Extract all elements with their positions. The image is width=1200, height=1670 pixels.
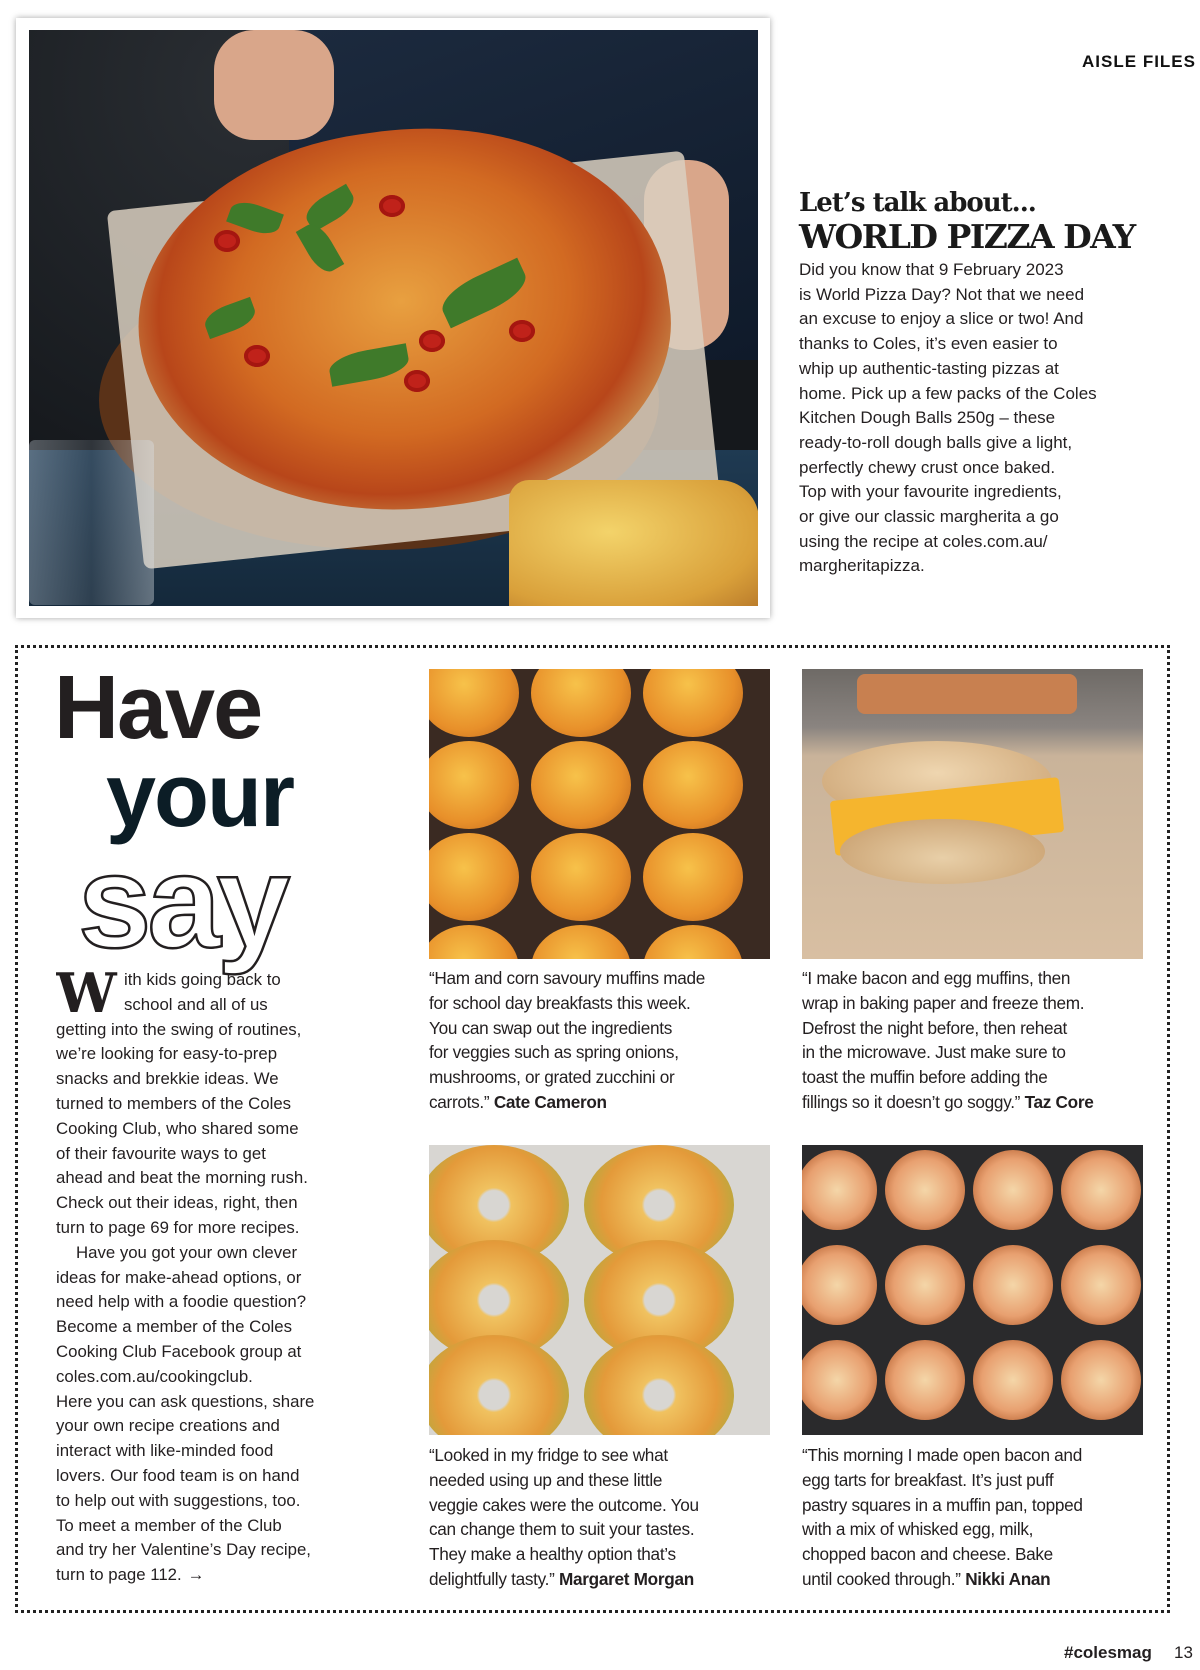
caption-line: pastry squares in a muffin pan, topped: [802, 1494, 1083, 1515]
caption-text: carrots.”: [429, 1091, 490, 1112]
lead-line: turn to page 69 for more recipes.: [56, 1217, 300, 1237]
body-line: Have you got your own clever: [76, 1242, 298, 1262]
drop-cap: W: [56, 968, 117, 1018]
tip-author: Margaret Morgan: [559, 1568, 694, 1589]
world-pizza-day-article: [799, 188, 1179, 579]
article-body: [799, 258, 1179, 579]
food-item: [973, 1245, 1053, 1325]
lead-line: ith kids going back to: [124, 970, 281, 989]
body-line: and try her Valentine’s Day recipe,: [56, 1540, 311, 1560]
article-line: margheritapizza.: [799, 556, 925, 576]
photo-bacon-egg-muffin: [802, 669, 1143, 959]
food-item: [429, 925, 519, 959]
article-line: Kitchen Dough Balls 250g – these: [799, 408, 1056, 428]
food-item: [429, 833, 519, 921]
food-item: [531, 741, 631, 829]
body-line: Here you can ask questions, share: [56, 1391, 315, 1411]
body-line: To meet a member of the Club: [56, 1515, 282, 1535]
photo-bacon-egg-tarts: [802, 1145, 1143, 1435]
lead-line: we’re looking for easy-to-prep: [56, 1044, 278, 1064]
food-item: [973, 1150, 1053, 1230]
food-item: [885, 1245, 965, 1325]
body-line: turn to page 112.: [56, 1565, 182, 1585]
title-say: say: [78, 828, 287, 975]
lead-line: Cooking Club, who shared some: [56, 1118, 299, 1138]
caption-line: “I make bacon and egg muffins, then: [802, 968, 1071, 988]
body-line: need help with a foodie question?: [56, 1292, 307, 1312]
food-item: [643, 669, 743, 737]
body-line: to help out with suggestions, too.: [56, 1490, 301, 1510]
caption-line: can change them to suit your tastes.: [429, 1519, 695, 1540]
caption-line: “This morning I made open bacon and: [802, 1445, 1082, 1465]
title-have: Have: [54, 658, 262, 758]
caption-line: [429, 1567, 779, 1592]
caption-line: in the microwave. Just make sure to: [802, 1042, 1066, 1063]
caption-line: wrap in baking paper and freeze them.: [802, 992, 1085, 1013]
article-line: Did you know that 9 February 2023: [799, 260, 1064, 279]
lead-line: school and all of us: [124, 994, 268, 1014]
food-item: [1061, 1150, 1141, 1230]
tip-author: Cate Cameron: [493, 1091, 607, 1112]
food-item: [643, 833, 743, 921]
food-item: [885, 1150, 965, 1230]
lead-line: turned to members of the Coles: [56, 1093, 292, 1113]
food-item: [802, 1150, 877, 1230]
food-item: [1061, 1340, 1141, 1420]
tip-author: Taz Core: [1024, 1091, 1094, 1112]
article-line: home. Pick up a few packs of the Coles: [799, 383, 1097, 403]
article-line: an excuse to enjoy a slice or two! And: [799, 309, 1084, 329]
caption-line: chopped bacon and cheese. Bake: [802, 1544, 1053, 1565]
caption-line: You can swap out the ingredients: [429, 1017, 672, 1038]
food-item: [973, 1340, 1053, 1420]
tip-author: Nikki Anan: [965, 1568, 1051, 1589]
food-item: [531, 669, 631, 737]
food-item: [429, 669, 519, 737]
title-your: your: [106, 746, 294, 846]
food-item: [531, 925, 631, 959]
photo-veggie-cakes: [429, 1145, 770, 1435]
caption-line: They make a healthy option that’s: [429, 1544, 676, 1565]
caption-line: [429, 1090, 779, 1115]
food-item: [643, 925, 743, 959]
caption-line: egg tarts for breakfast. It’s just puff: [802, 1469, 1054, 1490]
caption-line: Defrost the night before, then reheat: [802, 1017, 1068, 1038]
section-tag: AISLE FILES: [1082, 52, 1196, 71]
tip-caption: [429, 966, 779, 1115]
food-item: [429, 741, 519, 829]
pizza-photo-frame: [16, 18, 770, 618]
food-item: [802, 1245, 877, 1325]
caption-line: mushrooms, or grated zucchini or: [429, 1067, 675, 1088]
caption-text: fillings so it doesn’t go soggy.”: [802, 1091, 1021, 1112]
lead-line: ahead and beat the morning rush.: [56, 1168, 308, 1188]
caption-text: until cooked through.”: [802, 1568, 961, 1589]
caption-line: [802, 1567, 1152, 1592]
article-line: is World Pizza Day? Not that we need: [799, 284, 1085, 304]
food-item: [1061, 1245, 1141, 1325]
lead-line: getting into the swing of routines,: [56, 1019, 302, 1039]
lead-line: snacks and brekkie ideas. We: [56, 1069, 279, 1089]
food-item: [643, 741, 743, 829]
have-your-say-title: [54, 658, 294, 975]
have-your-say-body: [56, 968, 366, 1588]
arrow-icon: →: [187, 1565, 205, 1585]
article-line: Top with your favourite ingredients,: [799, 482, 1062, 502]
footer-hashtag: #colesmag: [1064, 1643, 1152, 1662]
caption-line: for veggies such as spring onions,: [429, 1042, 679, 1063]
food-item: [531, 833, 631, 921]
caption-line: with a mix of whisked egg, milk,: [802, 1519, 1034, 1540]
article-line: thanks to Coles, it’s even easier to: [799, 334, 1058, 354]
caption-line: veggie cakes were the outcome. You: [429, 1494, 699, 1515]
food-item: [429, 1335, 569, 1435]
article-line: or give our classic margherita a go: [799, 507, 1059, 527]
tip-caption: [802, 1443, 1152, 1592]
last-line: [56, 1563, 366, 1588]
food-item: [885, 1340, 965, 1420]
tip-caption: [802, 966, 1152, 1115]
pizza-photo: [29, 30, 758, 606]
article-line: perfectly chewy crust once baked.: [799, 457, 1056, 477]
body-line: coles.com.au/cookingclub.: [56, 1366, 253, 1386]
food-item: [802, 1340, 877, 1420]
body-line: your own recipe creations and: [56, 1416, 280, 1436]
caption-line: “Looked in my fridge to see what: [429, 1445, 668, 1465]
article-line: using the recipe at coles.com.au/: [799, 531, 1048, 551]
body-line: Become a member of the Coles: [56, 1317, 292, 1337]
caption-line: for school day breakfasts this week.: [429, 992, 691, 1013]
tip-caption: [429, 1443, 779, 1592]
article-headline: WORLD PIZZA DAY: [799, 217, 1135, 256]
body-line: ideas for make-ahead options, or: [56, 1267, 302, 1287]
caption-line: toast the muffin before adding the: [802, 1067, 1048, 1088]
body-line: Cooking Club Facebook group at: [56, 1341, 302, 1361]
photo-ham-corn-muffins: [429, 669, 770, 959]
food-item: [584, 1335, 734, 1435]
article-line: ready-to-roll dough balls give a light,: [799, 432, 1073, 452]
article-kicker: Let’s talk about...: [799, 188, 1036, 218]
lead-line: of their favourite ways to get: [56, 1143, 266, 1163]
body-line: lovers. Our food team is on hand: [56, 1465, 300, 1485]
page-number: 13: [1174, 1643, 1193, 1662]
lead-line: Check out their ideas, right, then: [56, 1193, 298, 1213]
caption-line: [802, 1090, 1152, 1115]
caption-line: “Ham and corn savoury muffins made: [429, 968, 706, 988]
article-line: whip up authentic-tasting pizzas at: [799, 358, 1059, 378]
caption-line: needed using up and these little: [429, 1469, 663, 1490]
caption-text: delightfully tasty.”: [429, 1568, 555, 1589]
body-line: interact with like-minded food: [56, 1441, 274, 1461]
